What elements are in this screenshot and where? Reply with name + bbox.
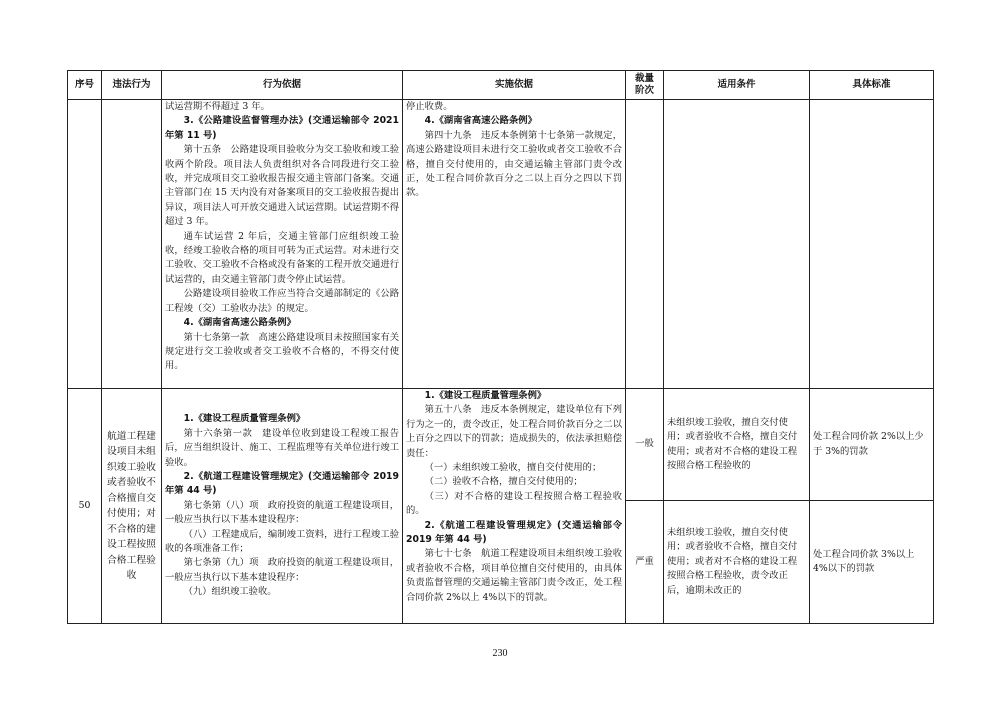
clause-text: 通车试运营 2 年后，交通主管部门应组织竣工验收，经竣工验收合格的项目可转为正式运营。对未进行交工验收、交工验收不合格或没有备案的工程开放交通进行试运营的，由交通主管部门责令停止试运营。	[165, 230, 399, 285]
law-title: 1.《建设工程质量管理条例》	[183, 413, 306, 425]
clause-text: 第七条第（八）项 政府投资的航道工程建设项目，一般应当执行以下基本建设程序：	[165, 499, 399, 526]
clause-text: （八）工程建成后，编制竣工资料，进行工程竣工验收的各项准备工作；	[165, 528, 399, 555]
clause-text: （三）对不合格的建设工程按照合格工程验收的。	[406, 490, 622, 517]
table-row	[68, 100, 934, 389]
clause-text: （二）验收不合格，擅自交付使用的；	[424, 476, 583, 488]
clause-text: 停止收费。	[406, 101, 453, 112]
table-row	[68, 389, 934, 501]
header-condition: 适用条件	[664, 71, 810, 100]
row2-level-severe: 严重	[626, 501, 664, 624]
header-impl: 实施依据	[403, 71, 626, 100]
row2-condition-general: 未组织竣工验收，擅自交付使用；或者验收不合格，擅自交付使用；或者对不合格的建设工程按照合格工程验收的	[664, 389, 810, 501]
clause-text: （九）组织竣工验收。	[183, 586, 277, 598]
header-basis: 行为依据	[162, 71, 403, 100]
row1-level	[626, 100, 664, 389]
law-title: 1.《建设工程质量管理条例》	[424, 390, 547, 401]
row1-act	[102, 100, 162, 389]
header-act: 违法行为	[102, 71, 162, 100]
row2-basis	[162, 389, 403, 624]
law-title: 4.《湖南省高速公路条例》	[183, 317, 296, 329]
clause-text: 第七条第（九）项 政府投资的航道工程建设项目，一般应当执行以下基本建设程序：	[165, 557, 399, 583]
enforcement-table	[67, 70, 934, 624]
clause-text: 试运营期不得超过 3 年。	[165, 101, 270, 112]
clause-text: 第十五条 公路建设项目验收分为交工验收和竣工验收两个阶段。项目法人负责组织对各合同段进行交工验收，并完成项目交工验收报告报交通主管部门备案。交通主管部门在 15 天内没有对备案项目的交工验收报告提出异议，项目法人可开放交通进入试运营期。试运营期不得超过 3 年。	[165, 144, 399, 228]
clause-text: 第四十九条 违反本条例第十七条第一款规定，高速公路建设项目未进行交工验收或者交工验收不合格，擅自交付使用的，由交通运输主管部门责令改正，处工程合同价款百分之二以上百分之四以下罚款。	[406, 129, 622, 199]
row2-standard-general: 处工程合同价款 2%以上少于 3%的罚款	[810, 389, 934, 501]
law-title: 2.《航道工程建设管理规定》(交通运输部令 2019 年第 44 号)	[165, 470, 399, 497]
row2-act: 航道工程建设项目未组织竣工验收或者验收不合格擅自交付使用；对不合格的建设工程按照合格工程验收	[102, 389, 162, 624]
row2-seq: 50	[68, 389, 102, 624]
row2-standard-severe: 处工程合同价款 3%以上 4%以下的罚款	[810, 501, 934, 624]
clause-text: 公路建设项目验收工作应当符合交通部制定的《公路工程竣（交）工验收办法》的规定。	[165, 288, 399, 314]
header-row	[68, 71, 934, 100]
clause-text: 第十七条第一款 高速公路建设项目未按照国家有关规定进行交工验收或者交工验收不合格的，不得交付使用。	[165, 331, 399, 372]
row1-seq	[68, 100, 102, 389]
row1-impl	[403, 100, 626, 389]
law-title: 4.《湖南省高速公路条例》	[424, 115, 537, 127]
row2-impl	[403, 389, 626, 624]
clause-text: 第五十八条 违反本条例规定，建设单位有下列行为之一的，责令改正，处工程合同价款百分之二以上百分之四以下的罚款；造成损失的，依法承担赔偿责任：	[406, 404, 622, 459]
row2-condition-severe: 未组织竣工验收，擅自交付使用；或者验收不合格，擅自交付使用；或者对不合格的建设工程按照合格工程验收，责令改正后，逾期未改正的	[664, 501, 810, 624]
header-standard: 具体标准	[810, 71, 934, 100]
clause-text: 第七十七条 航道工程建设项目未组织竣工验收或者验收不合格，项目单位擅自交付使用的，由具体负责监督管理的交通运输主管部门责令改正，处工程合同价款 2%以上 4%以下的罚款。	[406, 548, 622, 603]
law-title: 2.《航道工程建设管理规定》(交通运输部令 2019 年第 44 号)	[406, 519, 622, 546]
row1-standard	[810, 100, 934, 389]
page-number: 230	[492, 648, 508, 659]
header-seq: 序号	[68, 71, 102, 100]
row2-level-general: 一般	[626, 389, 664, 501]
header-level: 裁量阶次	[626, 71, 664, 100]
clause-text: （一）未组织竣工验收，擅自交付使用的；	[424, 462, 602, 474]
row1-basis	[162, 100, 403, 389]
clause-text: 第十六条第一款 建设单位收到建设工程竣工报告后，应当组织设计、施工、工程监理等有关单位进行竣工验收。	[165, 427, 399, 468]
law-title: 3.《公路建设监督管理办法》(交通运输部令 2021 年第 11 号)	[165, 115, 399, 141]
row1-condition	[664, 100, 810, 389]
